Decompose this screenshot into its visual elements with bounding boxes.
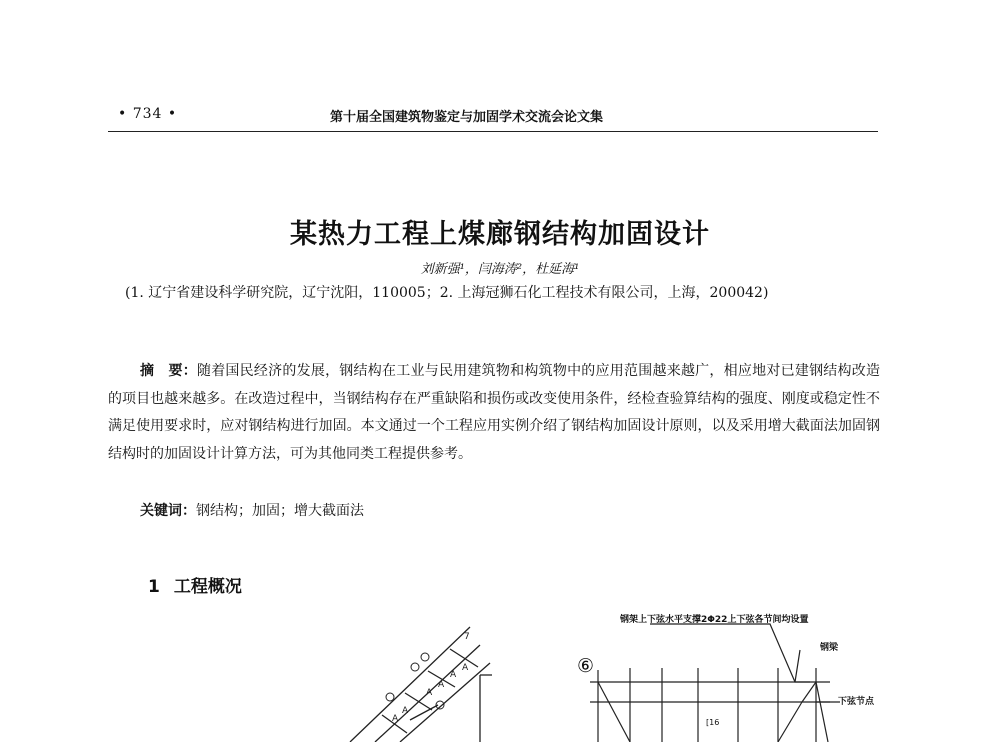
section-title: 工程概况 [173,577,242,597]
abstract [108,358,880,468]
running-header: 第十届全国建筑物鉴定与加固学术交流会论文集 [330,110,604,125]
figure-right-beam-label: 钢梁 [820,643,839,653]
figure-right-member-label: [16 [706,718,720,727]
figure-left-mark: A [392,714,399,724]
abstract-text: 随着国民经济的发展，钢结构在工业与民用建筑物和构筑物中的应用范围越来越广，相应地对已建钢结构改造的项目也越来越多。在改造过程中，当钢结构存在严重缺陷和损伤或改变使用条件，经检查验算结构的强度、刚度或稳定性不满足使用要求时，应对钢结构进行加固。本文通过一个工程应用实例介绍了钢结构加固设计原则，以及采用增大截面法加固钢结构时的加固设计计算方法，可为其他同类工程提供参考。 [108,363,881,462]
section-number: 1 [148,577,160,597]
keywords [140,500,364,520]
figure-left-corner-label: 7 [464,632,470,642]
keywords-text: 钢结构；加固；增大截面法 [196,503,364,519]
affiliations: (1. 辽宁省建设科学研究院，辽宁沈阳，110005；2. 上海冠狮石化工程技术有限公司，上海，200042) [125,285,769,301]
header-rule [108,131,878,132]
axis-bubble-6: ⑥ [577,655,595,677]
authors: 刘新强¹，闫海涛²，杜延海¹ [420,262,580,277]
keywords-label: 关键词： [140,503,196,519]
svg-text:A: A [450,670,457,680]
page-number: • 734 • [118,106,178,122]
svg-text:A: A [462,663,469,673]
section-heading [148,572,242,597]
figure-right-elevation [590,620,870,742]
svg-text:A: A [438,680,445,690]
figure-left-truss [330,615,510,742]
svg-text:A: A [402,706,409,716]
figure-right-top-label: 钢架上下弦水平支撑2Φ22上下弦各节间均设置 [620,615,809,625]
abstract-label: 摘 要： [140,363,197,379]
svg-text:A: A [426,688,433,698]
figure-right-node-label: 下弦节点 [838,697,875,707]
paper-title: 某热力工程上煤廊钢结构加固设计 [290,219,710,250]
